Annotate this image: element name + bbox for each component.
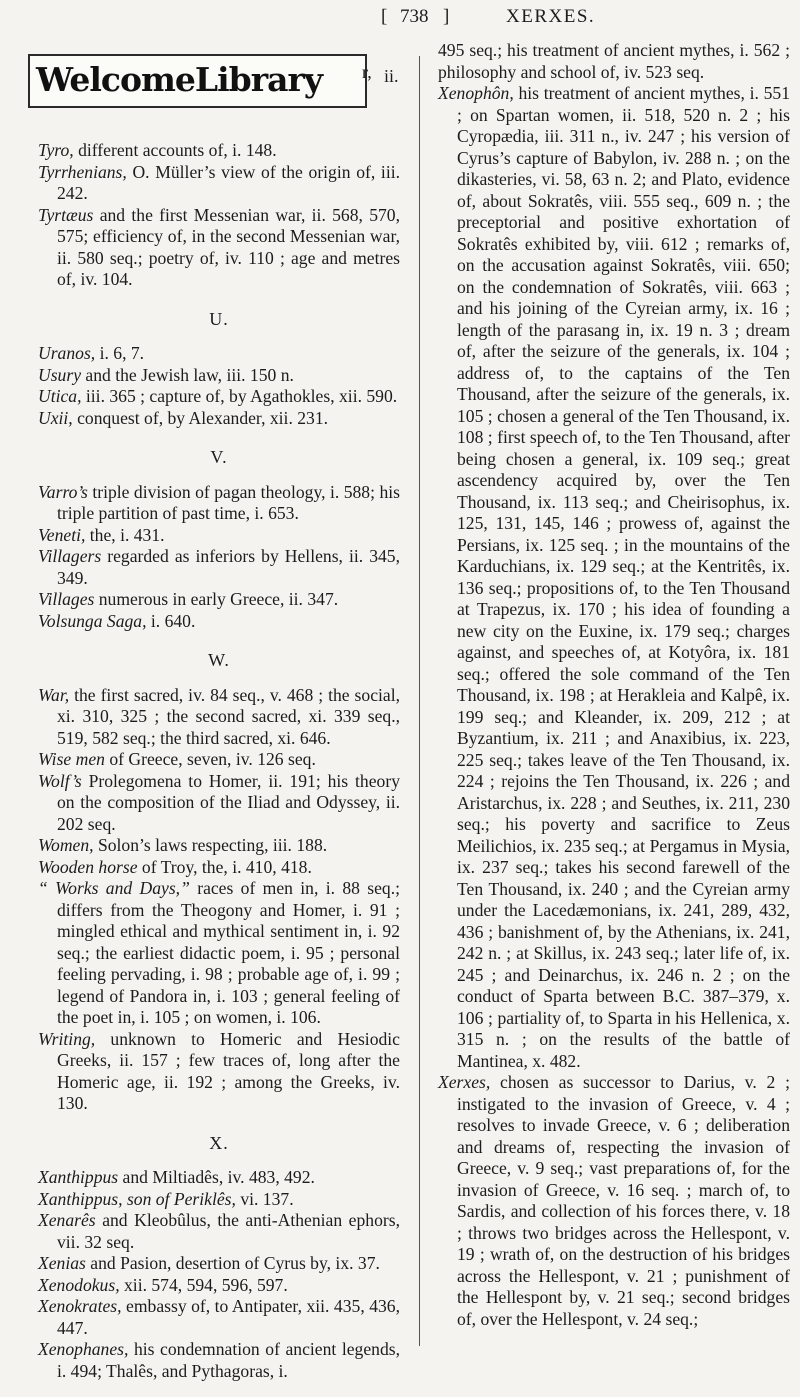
welcome-library-banner [28, 54, 367, 108]
index-entry [38, 771, 400, 836]
index-entry [38, 1189, 400, 1211]
entry-term: Xenokrates, [38, 1296, 122, 1316]
entry-term: Xanthippus, son of Periklês, [38, 1188, 236, 1209]
index-entry [38, 685, 400, 750]
entry-term: “ Works and Days,” [38, 878, 190, 898]
section-letter: W. [208, 650, 230, 670]
entry-text: the, i. 431. [85, 524, 165, 545]
entry-term: Uxii, [38, 407, 73, 428]
entry-term: Uranos, [38, 343, 96, 363]
header-bracket-close: ] [443, 6, 450, 27]
column-divider [419, 56, 420, 1346]
index-entry [38, 1029, 400, 1115]
entry-text: Solon’s laws respecting, iii. 188. [93, 835, 328, 855]
entry-text: vi. 137. [235, 1188, 294, 1209]
index-entry [38, 835, 400, 857]
entry-text: regarded as inferiors by Hellens, ii. 345, 349. [57, 546, 400, 588]
index-entry [38, 1253, 400, 1275]
running-title: XERXES. [506, 6, 596, 27]
entry-term: Veneti, [38, 524, 86, 545]
index-entry [38, 1167, 400, 1189]
index-entry [438, 83, 790, 1072]
page-header [0, 0, 800, 40]
entry-term: Xenias [38, 1253, 86, 1273]
entry-text: triple division of pagan theology, i. 588; his triple partition of past time, i. 653. [57, 481, 400, 523]
entry-term: Wolf’s [38, 770, 82, 791]
index-entry [38, 546, 400, 589]
entry-term: Tyrrhenians, [38, 161, 127, 182]
section-letter: X. [209, 1132, 229, 1153]
entry-text: conquest of, by Alexander, xii. 231. [72, 407, 329, 428]
index-entry [38, 857, 400, 879]
entry-term: Volsunga Saga, [38, 610, 147, 631]
entry-text: and Miltiadês, iv. 483, 492. [118, 1167, 315, 1187]
entry-text: numerous in early Greece, ii. 347. [94, 589, 339, 609]
index-entry [38, 611, 400, 633]
banner-tail-text-2: ii. [384, 66, 399, 86]
entry-text: and the first Messenian war, ii. 568, 570, 575; efficiency of, in the second Messenian war, ii. 580 seq.; poetry of, iv. 110 ; age and metres of, iv. 104. [57, 204, 400, 289]
index-entry [438, 40, 790, 83]
index-entry [38, 749, 400, 771]
index-entry [438, 1072, 790, 1330]
entry-text: xii. 574, 594, 596, 597. [119, 1274, 288, 1295]
index-entry [38, 1339, 400, 1382]
entry-term: Tyrtæus [38, 204, 94, 225]
index-entry [38, 1210, 400, 1253]
entry-text: unknown to Homeric and Hesiodic Greeks, ii. 157 ; few traces of, long after the Homeric age, ii. 192 ; among the Greeks, iv. 130. [57, 1028, 400, 1113]
entry-term: Xenodokus, [38, 1274, 120, 1295]
index-entry [38, 482, 400, 525]
index-entry [38, 408, 400, 430]
entry-text: the first sacred, iv. 84 seq., v. 468 ; the social, xi. 310, 325 ; the second sacred, xi. 339 seq., 519, 582 seq.; the third sacred, xi. 646. [57, 684, 400, 748]
entry-term: Women, [38, 835, 94, 855]
index-entry [38, 525, 400, 547]
entry-term: Xenarês [38, 1210, 96, 1230]
entry-text: and the Jewish law, iii. 150 n. [81, 364, 294, 385]
entry-term: Varro’s [38, 481, 88, 502]
entry-text: and Kleobûlus, the anti-Athenian ephors, vii. 32 seq. [57, 1210, 400, 1252]
entry-term: Xerxes, [438, 1072, 491, 1092]
entry-term: Xanthippus [38, 1167, 119, 1187]
entry-text: different accounts of, i. 148. [73, 140, 277, 160]
index-entry [38, 205, 400, 291]
left-column [38, 140, 400, 1382]
page-number: 738 [400, 6, 429, 27]
entry-text: i. 640. [146, 610, 196, 631]
entry-term: Writing, [38, 1028, 96, 1049]
entry-term: Villagers [38, 546, 102, 566]
index-entry [38, 1275, 400, 1297]
entry-term: Xenophôn, [438, 83, 514, 103]
banner-tail-text: r, [362, 62, 372, 82]
header-bracket-open: [ [381, 6, 388, 27]
section-letter: U. [209, 308, 229, 329]
entry-text: chosen as successor to Darius, v. 2 ; instigated to the invasion of Greece, v. 4 ; resolves to invade Greece, v. 6 ; deliberation and dreams of, respecting the invasion of Greece, v. 9 seq.; vast preparations of, for the invasion of Greece, v. 16 seq. ; march of, to Sardis, and collection of his forces there, v. 18 ; throws two bridges across the Hellespont, v. 19 ; wrath of, on the destruction of his bridges across the Hellespont, v. 21 ; punishment of the Hellespont by, v. 21 seq.; second bridges of, over the Hellespont, v. 24 seq.; [457, 1072, 790, 1329]
index-entry [38, 386, 400, 408]
entry-term: Wise men [38, 749, 105, 769]
entry-text: his treatment of ancient mythes, i. 551 ; on Spartan women, ii. 518, 520 n. 2 ; his Cyropædia, iii. 311 n., iv. 247 ; his version of Cyrus’s capture of Babylon, iv. 288 n. ; on the dikasteries, vi. 58, 63 n. 2; and Plato, evidence of, about Sokratês, viii. 555 seq., 609 n. ; the preceptorial and positive exhortation of Sokratês exhibited by, viii. 612 ; remarks of, on the accusation against Sokratês, viii. 650; on the condemnation of Sokratês, viii. 663 ; and his joining of the Cyreian army, ix. 16 ; length of the parasang in, ix. 19 n. 3 ; dream of, after the seizure of the generals, ix. 104 ; address of, to the captains of the Ten Thousand, after the seizure of the generals, ix. 105 ; chosen a general of the Ten Thousand, ix. 108 ; first speech of, to the Ten Thousand, after being chosen a general, ix. 109 seq.; great ascendency acquired by, over the Ten Thousand, ix. 113 seq.; and Cheirisophus, ix. 125, 131, 145, 146 ; prowess of, against the Persians, ix. 125 seq. ; in the mountains of the Karduchians, ix. 129 seq.; at the Kentritês, ix. 136 seq.; propositions of, to the Ten Thousand at Trapezus, ix. 170 ; his idea of founding a new city on the Euxine, ix. 179 seq.; charges against, and speeches of, at Kotyôra, ix. 181 seq.; offered the sole command of the Ten Thousand, ix. 198 ; at Herakleia and Kalpê, ix. 199 seq.; and Kleander, ix. 209, 212 ; at Byzantium, ix. 211 ; and Anaxibius, ix. 223, 225 seq.; takes leave of the Ten Thousand, ix. 224 ; rejoins the Ten Thousand, ix. 226 ; and Aristarchus, ix. 228 ; and Seuthes, ix. 211, 230 seq.; his poverty and sacrifice to Zeus Meilichios, ix. 235 seq.; at Pergamus in Mysia, ix. 237 seq.; takes his second farewell of the Ten Thousand, ix. 240 ; and the Cyreian army under the Lacedæmonians, ix. 241, 289, 432, 436 ; banishment of, by the Athenians, ix. 241, 242 n. ; at Skillus, ix. 243 seq.; later life of, ix. 245 ; and Deinarchus, ix. 246 n. 2 ; on the conduct of Sparta between B.C. 387–379, x. 106 ; partiality of, to Sparta in his Hellenica, x. 315 n. ; on the results of the battle of Mantinea, x. 482. [457, 83, 790, 1071]
banner-text: WelcomeLibrary [36, 60, 323, 99]
index-entry [38, 162, 400, 205]
entry-text: i. 6, 7. [95, 343, 145, 363]
entry-text: his condemnation of ancient legends, i. 494; Thalês, and Pythagoras, i. [57, 1339, 400, 1381]
entry-term: Usury [38, 364, 82, 385]
index-entry [38, 343, 400, 365]
section-letter: V. [210, 447, 228, 467]
right-column [438, 40, 790, 1330]
entry-text: and Pasion, desertion of Cyrus by, ix. 37. [85, 1253, 380, 1273]
index-entry [38, 878, 400, 1029]
entry-text: O. Müller’s view of the origin of, iii. 242. [57, 161, 400, 203]
entry-text: iii. 365 ; capture of, by Agathokles, xii. 590. [81, 386, 398, 406]
entry-term: Xenophanes, [38, 1339, 129, 1359]
index-entry [38, 140, 400, 162]
index-entry [38, 589, 400, 611]
entry-term: Tyro, [38, 140, 74, 160]
entry-text: 495 seq.; his treatment of ancient mythes, i. 562 ; philosophy and school of, iv. 523 seq. [438, 40, 790, 82]
entry-text: of Greece, seven, iv. 126 seq. [104, 749, 316, 769]
entry-term: Villages [38, 589, 95, 609]
entry-term: War, [38, 684, 70, 705]
entry-text: Prolegomena to Homer, ii. 191; his theory on the composition of the Iliad and Odyssey, ii. 202 seq. [57, 770, 400, 834]
entry-term: Utica, [38, 386, 82, 406]
entry-text: of Troy, the, i. 410, 418. [137, 856, 312, 877]
entry-text: embassy of, to Antipater, xii. 435, 436, 447. [57, 1296, 400, 1338]
index-entry [38, 365, 400, 387]
index-entry [38, 1296, 400, 1339]
entry-text: races of men in, i. 88 seq.; differs from the Theogony and Homer, i. 91 ; mingled ethical and mythical sentiment in, i. 92 seq.; the earliest didactic poem, i. 95 ; personal feeling pervading, i. 98 ; probable age of, i. 99 ; legend of Pandora in, i. 103 ; general feeling of the poet in, i. 105 ; on women, i. 106. [57, 878, 400, 1027]
entry-term: Wooden horse [38, 856, 138, 877]
